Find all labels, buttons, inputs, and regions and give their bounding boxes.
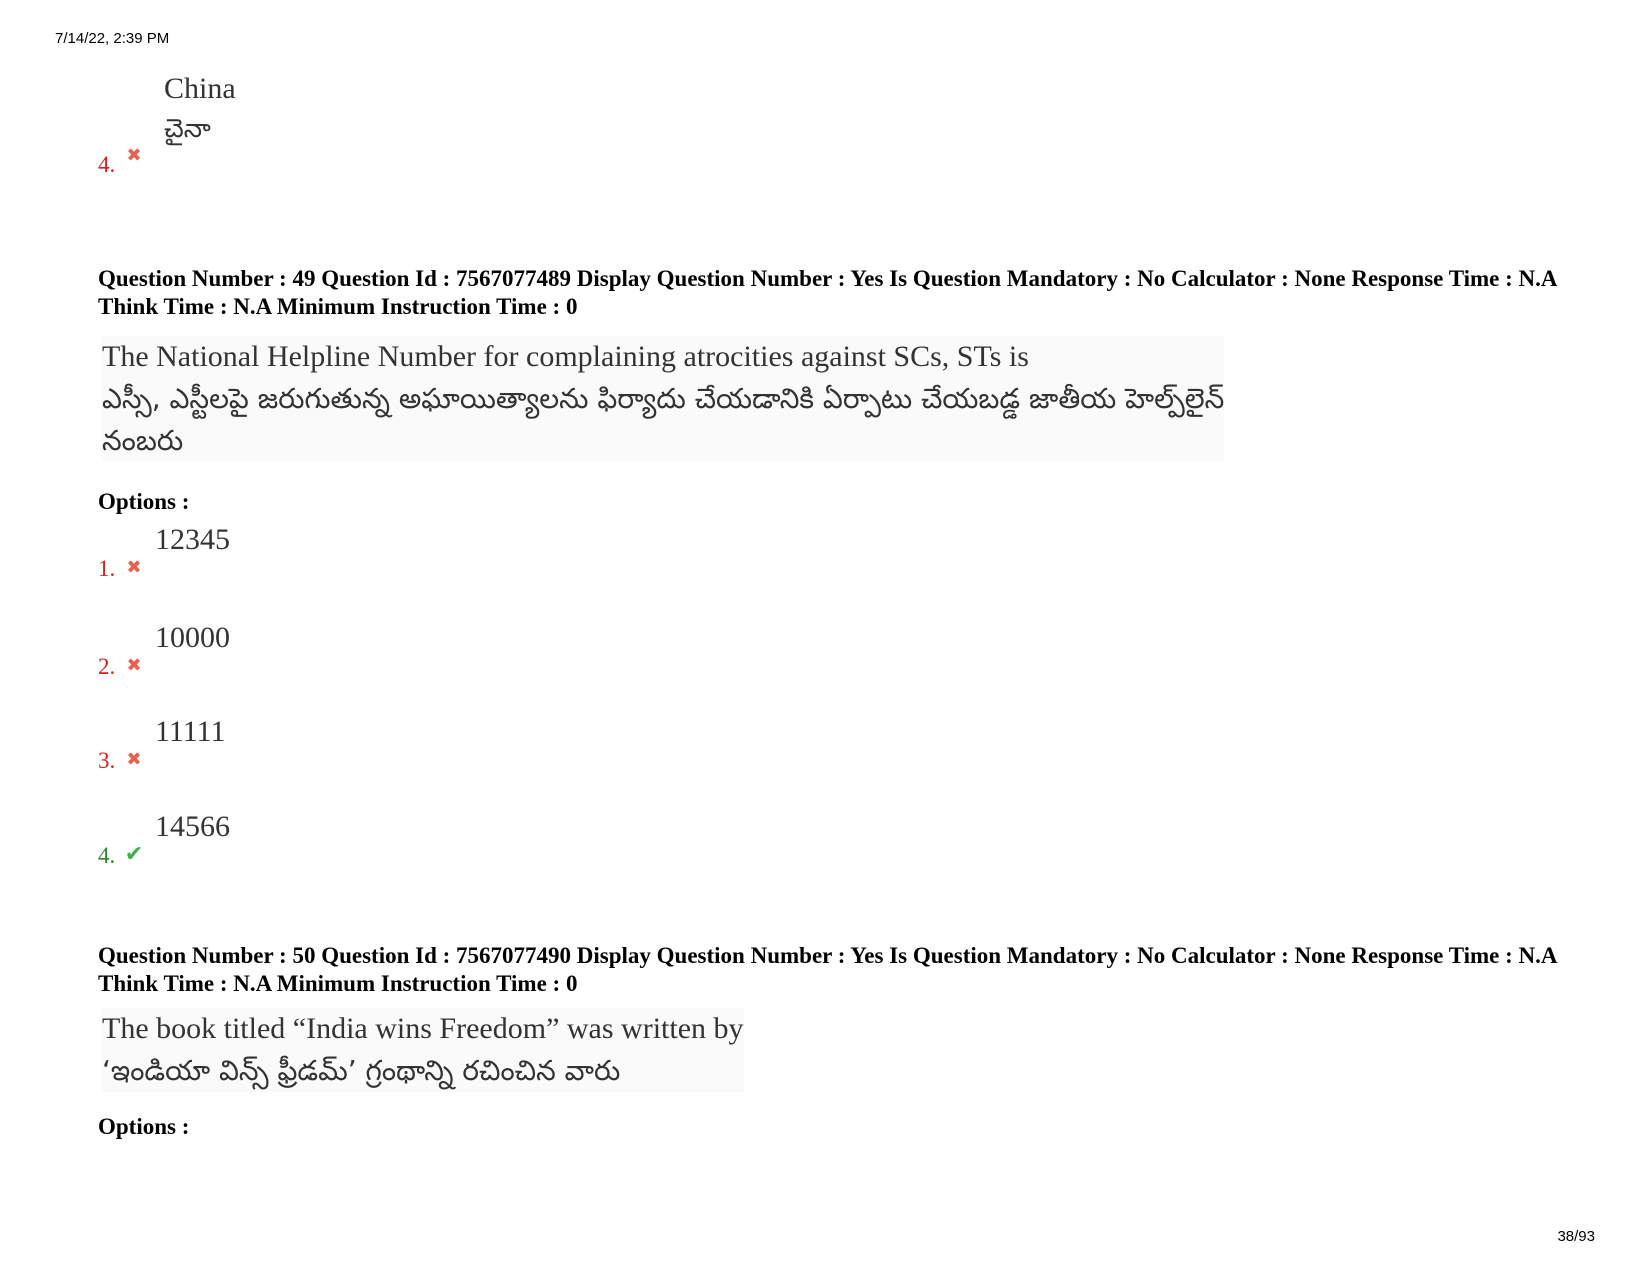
question-49-text: [102, 336, 1224, 462]
option-3-value: 11111: [155, 715, 226, 748]
question-49-option-1: [98, 522, 498, 582]
question-49-option-3: [98, 714, 498, 774]
page-number: 38/93: [1557, 1228, 1595, 1245]
question-49-text-te-line1: ఎస్సీ, ఎస్టీలపై జరుగుతున్న అఘాయిత్యాలను ఫిర్యాదు చేయడానికి ఏర్పాటు చేయబడ్డ జాతీయ హెల్ప్‌లైన్: [102, 382, 1225, 415]
cross-icon: ✖: [126, 749, 142, 770]
option-4-value: 14566: [155, 810, 230, 843]
question-50-meta: Question Number : 50 Question Id : 7567077490 Display Question Number : Yes Is Question Mandatory : No Calculator : None Response Time : N.A Think Time : N.A Minimum Instruction Time : 0: [98, 943, 1557, 996]
question-50-text-te: ‘ఇండియా విన్స్ ఫ్రీడమ్’ గ్రంథాన్ని రచించిన వారు: [102, 1054, 621, 1087]
cross-icon: ✖: [126, 557, 142, 578]
option-2-value: 10000: [155, 621, 230, 654]
prev-option-4-text-en: China: [164, 72, 236, 105]
question-49-text-en: The National Helpline Number for complaining atrocities against SCs, STs is: [102, 340, 1029, 373]
question-50-options-label: Options :: [98, 1114, 190, 1139]
check-icon: ✔: [124, 842, 144, 867]
cross-icon: ✖: [126, 145, 142, 166]
option-2-number: 2.: [98, 654, 116, 679]
question-49-option-4: [98, 809, 498, 869]
prev-option-4-text-te: చైనా: [164, 114, 211, 144]
question-50-text-en: The book titled “India wins Freedom” was written by: [102, 1012, 744, 1045]
question-49-options-label: Options :: [98, 489, 190, 514]
print-timestamp: 7/14/22, 2:39 PM: [55, 30, 170, 47]
option-4-number: 4.: [98, 843, 116, 868]
question-49-option-2: [98, 620, 498, 680]
option-3-number: 3.: [98, 748, 116, 773]
question-49-meta: Question Number : 49 Question Id : 7567077489 Display Question Number : Yes Is Question Mandatory : No Calculator : None Response Time : N.A Think Time : N.A Minimum Instruction Time : 0: [98, 266, 1557, 319]
option-1-value: 12345: [155, 523, 230, 556]
option-1-number: 1.: [98, 556, 116, 581]
cross-icon: ✖: [126, 655, 142, 676]
question-50-text: [102, 1008, 744, 1092]
prev-option-4: [98, 70, 398, 180]
prev-option-4-number: 4.: [98, 152, 116, 177]
question-49-text-te-line2: నంబరు: [102, 424, 184, 457]
